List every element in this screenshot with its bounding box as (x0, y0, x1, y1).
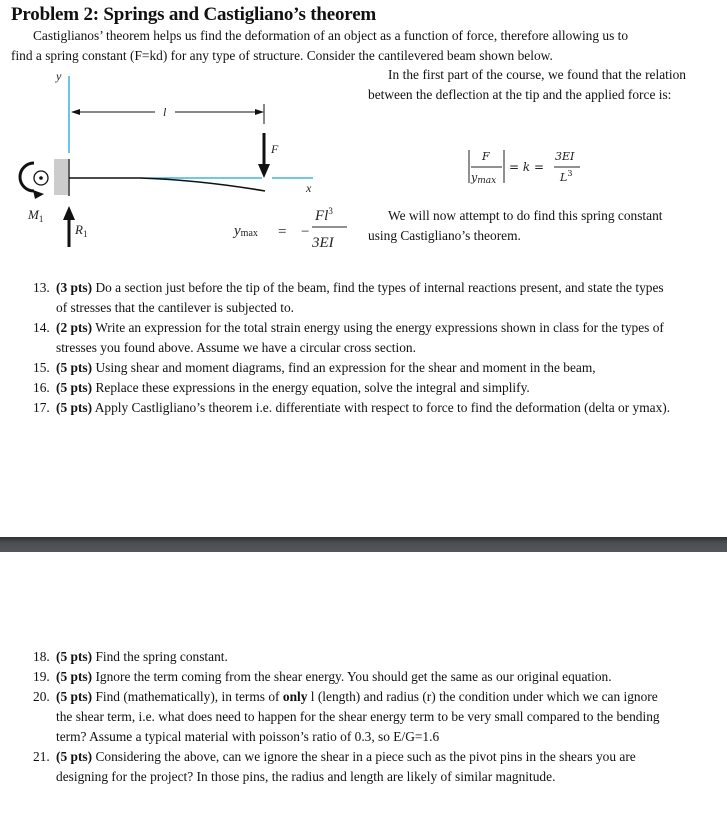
question-list-part-1 (0, 278, 676, 418)
svg-text:3EI: 3EI (555, 150, 575, 163)
ymax-numerator: Fl$^3$ (315, 206, 333, 224)
force-label: F (271, 142, 279, 156)
deflection-paragraph: In the first part of the course, we found that the relation between the deflection at the tip and the applied force is: (368, 67, 686, 102)
svg-text:ymax: ymax (471, 171, 497, 186)
reaction-arrow (63, 206, 75, 220)
force-arrow (258, 164, 270, 178)
intro-paragraph (11, 26, 711, 66)
svg-text:L3: $L^3$ (560, 169, 573, 184)
y-axis-label: y (56, 69, 62, 83)
question-item: 15. (5 pts) Using shear and moment diagrams, find an expression for the shear and moment in the beam, (33, 360, 596, 375)
spring-constant-formula (440, 140, 600, 190)
svg-text:= k =: = k = (509, 160, 545, 174)
right-column-text (368, 65, 686, 105)
problem-title: Problem 2: Springs and Castigliano’s theorem (11, 4, 377, 25)
question-item: 14. (2 pts) Write an expression for the total strain energy using the energy expressions shown in class for the types of stresses you found above. Assume we have a circular cross section. (33, 320, 664, 355)
question-item: 13. (3 pts) Do a section just before the tip of the beam, find the types of internal reactions present, and state the types of stresses that the cantilever is subjected to. (33, 280, 664, 315)
length-label: l (163, 105, 167, 119)
svg-text:=: = (278, 224, 287, 240)
x-axis-label: x (306, 181, 312, 195)
reaction-label: $R_1$ (75, 222, 88, 239)
question-item: 20. (5 pts) Find (mathematically), in terms of only l (length) and radius (r) the condition under which we can ignore the shear term, i.e. what does need to happen for the shear energy term to be very small compared to the bending term? Assume a typical material with poisson’s ratio of 0.3, so E/G=1.6 (33, 689, 660, 744)
question-item: 18. (5 pts) Find the spring constant. (33, 649, 228, 664)
question-item: 17. (5 pts) Apply Castligliano’s theorem i.e. differentiate with respect to force to find the deformation (delta or ymax). (33, 400, 671, 415)
intro-line-1: Castiglianos’ theorem helps us find the deformation of an object as a function of force, therefore allowing us to (33, 28, 629, 43)
ymax-denominator: 3EI (312, 235, 334, 251)
svg-text:−: − (301, 224, 310, 240)
page-divider (0, 537, 727, 552)
castigliano-intro: We will now attempt to do find this spring constant using Castigliano’s theorem. (368, 208, 663, 243)
cantilever-beam-diagram (0, 62, 360, 262)
question-list-part-2 (0, 647, 676, 787)
moment-label: $M_1$ (28, 207, 44, 224)
question-item: 19. (5 pts) Ignore the term coming from the shear energy. You should get the same as our original equation. (33, 669, 612, 684)
svg-text:F: F (482, 150, 490, 163)
question-item: 21. (5 pts) Considering the above, can we ignore the shear in a piece such as the pivot pins in the shears you are designing for the project? In those pins, the radius and length are likely of similar magnitude. (33, 749, 636, 784)
moment-arrow (20, 163, 34, 191)
question-item: 16. (5 pts) Replace these expressions in the energy equation, solve the integral and simplify. (33, 380, 530, 395)
ymax-equation-lhs: ymax (234, 223, 258, 239)
beam (69, 178, 265, 191)
intro-line-2: find a spring constant (F=kd) for any type of structure. Consider the cantilevered beam shown below. (11, 48, 553, 63)
fixed-support (54, 159, 68, 195)
